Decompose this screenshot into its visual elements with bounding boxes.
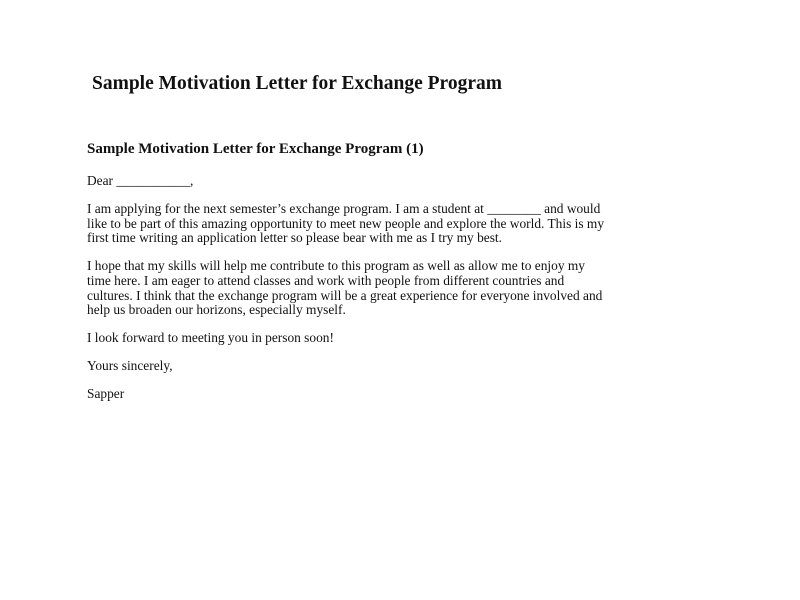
paragraph-2-line: cultures. I think that the exchange program will be a great experience for everyone involved and xyxy=(87,287,603,303)
paragraph-1-line: I am applying for the next semester’s exchange program. I am a student at ________ and would xyxy=(87,201,601,217)
letter-paragraph-1 xyxy=(87,202,727,246)
letter-paragraph-2 xyxy=(87,259,727,317)
letter-signature: Sapper xyxy=(87,386,125,402)
paragraph-2-line: I hope that my skills will help me contribute to this program as well as allow me to enjoy my xyxy=(87,258,585,274)
letter-paragraph-3: I look forward to meeting you in person soon! xyxy=(87,330,334,346)
paragraph-1-line: like to be part of this amazing opportunity to meet new people and explore the world. This is my xyxy=(87,215,605,231)
document-title: Sample Motivation Letter for Exchange Program xyxy=(92,73,502,94)
letter-closing: Yours sincerely, xyxy=(87,358,173,374)
paragraph-2-line: help us broaden our horizons, especially myself. xyxy=(87,302,346,318)
letter-heading: Sample Motivation Letter for Exchange Program (1) xyxy=(87,141,424,157)
letter-salutation: Dear ___________, xyxy=(87,173,194,188)
paragraph-2-line: time here. I am eager to attend classes and work with people from different countries and xyxy=(87,272,565,288)
paragraph-1-line: first time writing an application letter so please bear with me as I try my best. xyxy=(87,230,502,246)
letter-body xyxy=(87,140,727,416)
